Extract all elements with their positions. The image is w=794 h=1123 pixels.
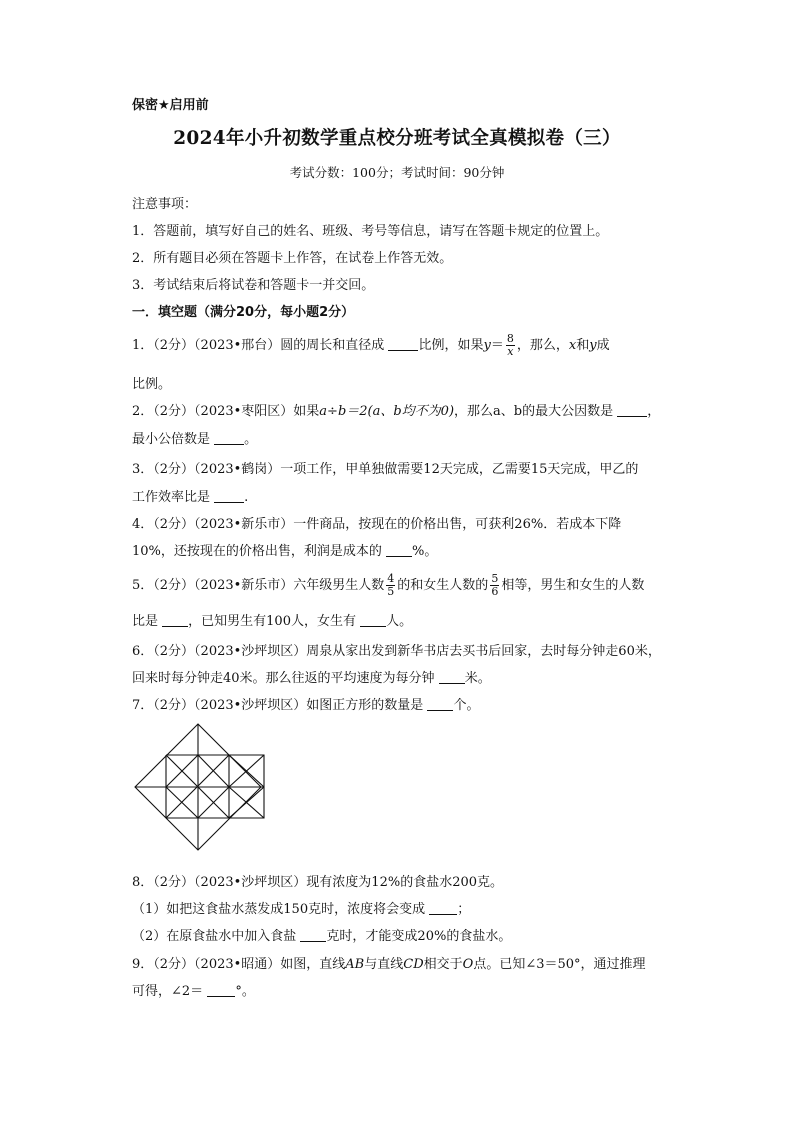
note-item-1: 1．答题前，填写好自己的姓名、班级、考号等信息，请写在答题卡规定的位置上。 bbox=[132, 224, 609, 239]
question-7-line-1: 7．（2分）（2023•沙坪坝区）如图正方形的数量是 个。 bbox=[132, 698, 480, 713]
confidential-label: 保密★启用前 bbox=[132, 98, 209, 113]
answer-blank[interactable] bbox=[207, 984, 235, 997]
fraction-5-over-6: $\frac{5}{6}$ bbox=[491, 572, 499, 598]
answer-blank[interactable] bbox=[300, 929, 326, 942]
question-5-line-2: 比是 ，已知男生有100人，女生有 人。 bbox=[132, 614, 413, 629]
question-3-line-2: 工作效率比是 . bbox=[132, 490, 249, 505]
question-2-line-1: 2．（2分）（2023•枣阳区）如果a÷b＝2(a、b均不为0)，那么a、b的最大公因数是 ， bbox=[132, 404, 661, 419]
note-item-2: 2．所有题目必须在答题卡上作答，在试卷上作答无效。 bbox=[132, 251, 453, 266]
question-8-line-1: 8．（2分）（2023•沙坪坝区）现有浓度为12%的食盐水200克。 bbox=[132, 875, 504, 890]
answer-blank[interactable] bbox=[360, 614, 386, 627]
exam-subtitle: 考试分数：100分；考试时间：90分钟 bbox=[289, 165, 505, 180]
question-2-line-2: 最小公倍数是 。 bbox=[132, 432, 258, 447]
answer-blank[interactable] bbox=[427, 698, 453, 711]
answer-blank[interactable] bbox=[439, 671, 465, 684]
question-1-line-1: 1．（2分）（2023•邢台）圆的周长和直径成 比例，如果y＝ $\frac{8}{x}$ ，那么，x和y成 bbox=[132, 332, 610, 358]
answer-blank[interactable] bbox=[388, 338, 418, 351]
question-3-line-1: 3．（2分）（2023•鹤岗）一项工作，甲单独做需要12天完成，乙需要15天完成，甲乙的 bbox=[132, 462, 639, 477]
question-4-line-2: 10%，还按现在的价格出售，利润是成本的 %。 bbox=[132, 544, 438, 559]
answer-blank[interactable] bbox=[214, 432, 244, 445]
notes-heading: 注意事项： bbox=[132, 197, 198, 212]
question-9-line-1: 9．（2分）（2023•昭通）如图，直线AB与直线CD相交于O点。已知∠3＝50°，通过推理 bbox=[132, 957, 646, 972]
note-item-3: 3．考试结束后将试卷和答题卡一并交回。 bbox=[132, 278, 375, 293]
question-6-line-2: 回来时每分钟走40米。那么往返的平均速度为每分钟 米。 bbox=[132, 671, 491, 686]
question-9-line-2: 可得，∠2＝ °。 bbox=[132, 984, 255, 999]
question-5-line-1: 5．（2分）（2023•新乐市）六年级男生人数 $\frac{4}{5}$ 的和女生人数的 $\frac{5}{6}$ 相等，男生和女生的人数 bbox=[132, 572, 645, 598]
question-1-line-2: 比例。 bbox=[132, 377, 172, 392]
question-6-line-1: 6．（2分）（2023•沙坪坝区）周泉从家出发到新华书店去买书后回家，去时每分钟走60米， bbox=[132, 644, 661, 659]
fraction-8-over-x: $\frac{8}{x}$ bbox=[506, 332, 514, 358]
answer-blank[interactable] bbox=[429, 902, 457, 915]
question-4-line-1: 4．（2分）（2023•新乐市）一件商品，按现在的价格出售，可获利26%．若成本下降 bbox=[132, 517, 622, 532]
question-8-line-2: （1）如把这食盐水蒸发成150克时，浓度将会变成 ； bbox=[132, 902, 471, 917]
answer-blank[interactable] bbox=[617, 404, 647, 417]
section-1-heading: 一．填空题（满分20分，每小题2分） bbox=[132, 305, 355, 320]
answer-blank[interactable] bbox=[386, 544, 412, 557]
fraction-4-over-5: $\frac{4}{5}$ bbox=[387, 572, 395, 598]
answer-blank[interactable] bbox=[162, 614, 188, 627]
question-8-line-3: （2）在原食盐水中加入食盐 克时，才能变成20%的食盐水。 bbox=[132, 929, 512, 944]
answer-blank[interactable] bbox=[214, 490, 244, 503]
q7-square-figure bbox=[133, 722, 267, 852]
exam-title: 2024年小升初数学重点校分班考试全真模拟卷（三） bbox=[173, 128, 621, 149]
